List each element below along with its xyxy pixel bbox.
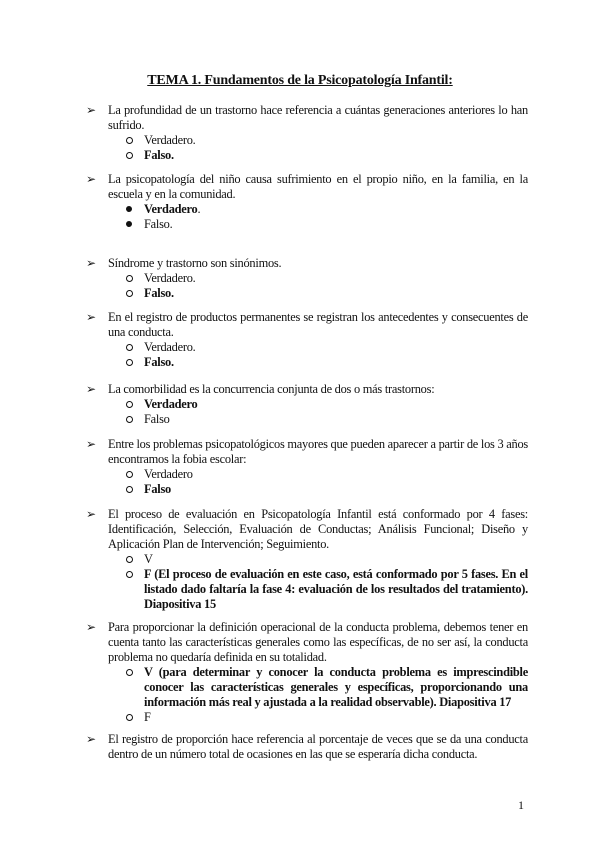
- arrow-bullet-icon: ➢: [86, 437, 96, 451]
- option-item: Falso.: [84, 286, 528, 301]
- arrow-bullet-icon: ➢: [86, 172, 96, 186]
- circle-bullet-icon: [124, 271, 134, 286]
- page-title: TEMA 1. Fundamentos de la Psicopatología Infantil:: [147, 73, 453, 88]
- option-item: Verdadero: [84, 397, 528, 412]
- circle-bullet-icon: [124, 482, 134, 497]
- question-text: El registro de proporción hace referencia al porcentaje de veces que se da una conducta dentro de un número total de ocasiones en las que se esperaría dicha conducta.: [108, 732, 528, 761]
- arrow-bullet-icon: ➢: [86, 382, 96, 396]
- question-6: [84, 437, 528, 497]
- circle-bullet-icon: [124, 467, 134, 482]
- question-1: [84, 103, 528, 163]
- question-text: La comorbilidad es la concurrencia conjunta de dos o más trastornos:: [108, 382, 435, 396]
- circle-bullet-icon: [124, 340, 134, 355]
- option-item: V: [84, 552, 528, 567]
- circle-bullet-icon: [124, 355, 134, 370]
- arrow-bullet-icon: ➢: [86, 507, 96, 521]
- arrow-bullet-icon: ➢: [86, 732, 96, 746]
- question-9: [84, 732, 528, 762]
- option-item: Falso.: [84, 355, 528, 370]
- disc-bullet-icon: [124, 202, 134, 217]
- option-item: Falso: [84, 482, 528, 497]
- arrow-bullet-icon: ➢: [86, 310, 96, 324]
- option-item: Verdadero.: [84, 133, 528, 148]
- option-item: Verdadero: [84, 467, 528, 482]
- arrow-bullet-icon: ➢: [86, 620, 96, 634]
- option-item: Falso.: [84, 217, 528, 232]
- circle-bullet-icon: [124, 665, 134, 680]
- circle-bullet-icon: [124, 412, 134, 427]
- option-item: V (para determinar y conocer la conducta problema es imprescindible conocer las características generales y específicas, proporcionando una información más real y ajustada a la realidad observable). Diapositiva 17: [84, 665, 528, 710]
- circle-bullet-icon: [124, 552, 134, 567]
- circle-bullet-icon: [124, 133, 134, 148]
- question-4: [84, 310, 528, 370]
- question-text: Para proporcionar la definición operacional de la conducta problema, debemos tener en cuenta tanto las características generales como las específicas, de no ser así, la conducta problema no quedaría definida en su totalidad.: [108, 620, 528, 664]
- question-text: En el registro de productos permanentes se registran los antecedentes y consecuentes de una conducta.: [108, 310, 528, 339]
- question-text: El proceso de evaluación en Psicopatología Infantil está conformado por 4 fases: Identificación, Selección, Evaluación de Conductas; Análisis Funcional; Diseño y Aplicación Plan de Intervención; Seguimiento.: [108, 507, 528, 551]
- option-item: Falso: [84, 412, 528, 427]
- question-text: Entre los problemas psicopatológicos mayores que pueden aparecer a partir de los 3 años encontramos la fobia escolar:: [108, 437, 528, 466]
- option-item: F: [84, 710, 528, 725]
- question-text: Síndrome y trastorno son sinónimos.: [108, 256, 282, 270]
- circle-bullet-icon: [124, 286, 134, 301]
- arrow-bullet-icon: ➢: [86, 256, 96, 270]
- question-3: [84, 256, 528, 301]
- question-8: [84, 620, 528, 725]
- option-item: F (El proceso de evaluación en este caso, está conformado por 5 fases. En el listado dado faltaría la fase 4: evaluación de los resultados del tratamiento). Diapositiva 15: [84, 567, 528, 612]
- circle-bullet-icon: [124, 397, 134, 412]
- option-item: Verdadero.: [84, 271, 528, 286]
- option-item: Verdadero.: [84, 202, 528, 217]
- arrow-bullet-icon: ➢: [86, 103, 96, 117]
- question-7: [84, 507, 528, 612]
- question-text: La profundidad de un trastorno hace referencia a cuántas generaciones anteriores lo han sufrido.: [108, 103, 528, 132]
- page-number: 1: [518, 798, 524, 812]
- circle-bullet-icon: [124, 710, 134, 725]
- disc-bullet-icon: [124, 217, 134, 232]
- question-text: La psicopatología del niño causa sufrimiento en el propio niño, en la familia, en la escuela y en la comunidad.: [108, 172, 528, 201]
- question-5: [84, 382, 528, 427]
- question-2: [84, 172, 528, 232]
- circle-bullet-icon: [124, 148, 134, 163]
- circle-bullet-icon: [124, 567, 134, 582]
- option-item: Verdadero.: [84, 340, 528, 355]
- option-item: Falso.: [84, 148, 528, 163]
